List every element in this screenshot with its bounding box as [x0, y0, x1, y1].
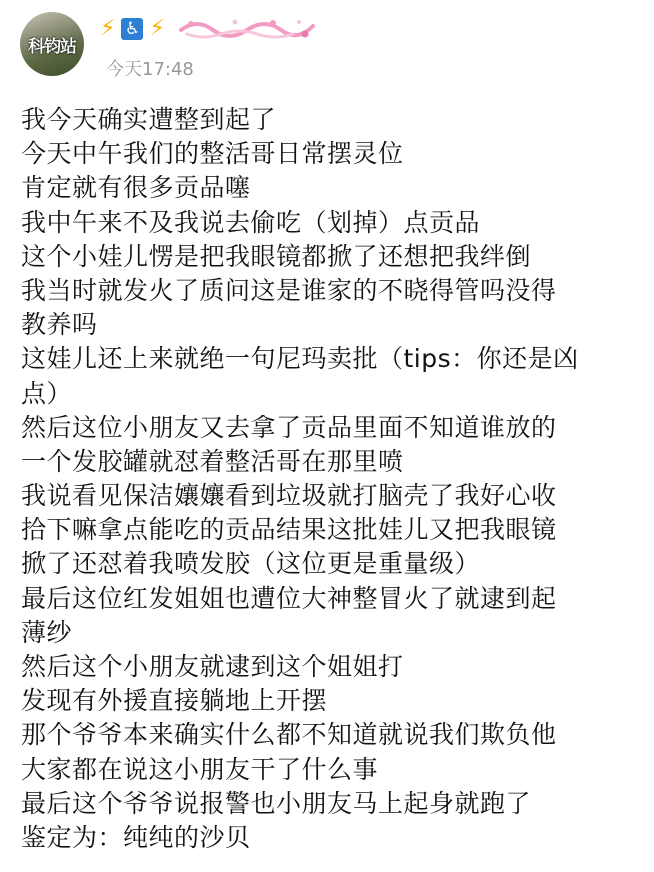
avatar[interactable]	[20, 12, 84, 76]
post-timestamp: 今天17:48	[106, 59, 194, 80]
post-text-line: 肯定就有很多贡品噻	[21, 173, 251, 203]
post-text-line: 发现有外援直接躺地上开摆	[21, 686, 328, 716]
user-badges	[100, 14, 317, 44]
post-text-line: 我中午来不及我说去偷吃（划掉）点贡品	[21, 207, 481, 237]
post-text-line: 拾下嘛拿点能吃的贡品结果这批娃儿又把我眼镜	[21, 515, 557, 545]
post-text-line: 教养吗	[21, 310, 98, 340]
post-text-line: 薄纱	[21, 617, 73, 647]
post-text-line: 我当时就发火了质问这是谁家的不晓得管吗没得	[21, 275, 557, 305]
post-text-line: 我今天确实遭整到起了	[21, 105, 277, 134]
post-text-line: 今天中午我们的整活哥日常摆灵位	[21, 139, 404, 169]
post-text-line: 我说看见保洁孃孃看到垃圾就打脑壳了我好心收	[21, 481, 557, 511]
post-text-line: 最后这个爷爷说报警也小朋友马上起身就跑了	[21, 788, 532, 818]
post-header	[0, 0, 654, 90]
post-text-line: 然后这个小朋友就逮到这个姐姐打	[21, 652, 404, 681]
lightning-icon: ⚡	[100, 16, 116, 41]
post-body	[21, 103, 636, 855]
pink-ribbon-decoration-icon	[177, 14, 317, 44]
post-text-line: 那个爷爷本来确实什么都不知道就说我们欺负他	[21, 720, 557, 750]
post-text-line: 然后这位小朋友又去拿了贡品里面不知道谁放的	[21, 412, 557, 442]
post-text-line: 最后这位红发姐姐也遭位大神整冒火了就逮到起	[21, 583, 557, 613]
wheelchair-icon: ♿	[121, 18, 143, 40]
post-text-line: 点）	[21, 378, 73, 408]
avatar-text: 科钧站	[28, 37, 76, 57]
lightning-icon: ⚡	[149, 16, 165, 41]
post-text-line: 这娃儿还上来就绝一句尼玛卖批（tips：你还是凶	[21, 344, 579, 374]
post-text-line: 鉴定为：纯纯的沙贝	[21, 822, 251, 852]
post-text-line: 掀了还怼着我喷发胶（这位更是重量级）	[21, 549, 481, 579]
post-text-line: 一个发胶罐就怼着整活哥在那里喷	[21, 446, 404, 476]
post-text-line: 大家都在说这小朋友干了什么事	[21, 754, 379, 784]
post-text-line: 这个小娃儿愣是把我眼镜都掀了还想把我绊倒	[21, 241, 532, 271]
